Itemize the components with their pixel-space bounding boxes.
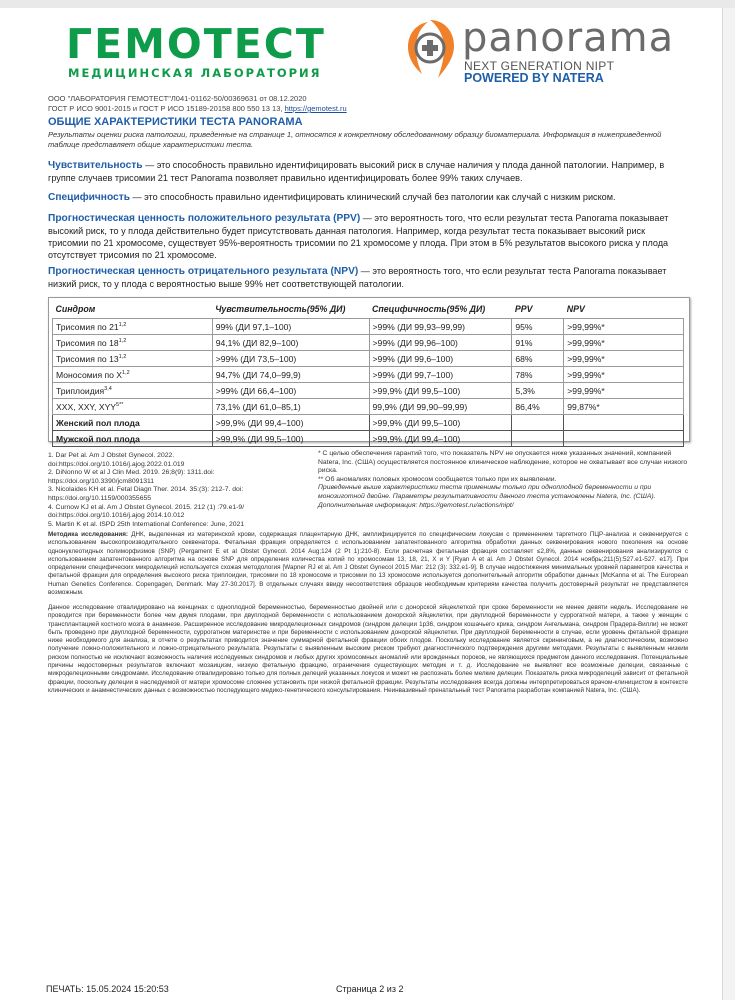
cell-syndrome — [53, 383, 213, 399]
panorama-icon — [404, 18, 456, 80]
definition-specificity — [48, 191, 688, 204]
cell-specificity: >99,9% (ДИ 99,5–100) — [369, 383, 512, 399]
cell-syndrome: Женский пол плода — [53, 415, 213, 431]
gemotest-link[interactable]: https://gemotest.ru — [284, 104, 347, 113]
definition-sensitivity — [48, 159, 688, 184]
cell-npv: 99,87%* — [564, 399, 684, 415]
cell-specificity: >99% (ДИ 99,93–99,99) — [369, 319, 512, 335]
cell-ppv: 68% — [512, 351, 564, 367]
ref-sup: 5** — [116, 401, 124, 408]
note-more-info: Дополнительная информация: https://gemotest.ru/actions/nipt/ — [318, 501, 514, 509]
definition-text: — это вероятность того, что если результат теста Panorama показывает высокий риск, то у плода действительно будет присутствовать данная патология. Например, когда результат теста показывает высокий риск трисомии по 21 хромосоме, существует 95%-вероятность трисомии по 21 хромосоме у плода. При этом в 5% результатов высокого риска у плода отсутствует трисомия по 21 хромосоме. — [48, 213, 669, 260]
limitations-paragraph: Данное исследование отвалидировано на женщинах с одноплодной беременностью, беременностью двойней или с донорской яйцеклеткой при сроке беременности не менее девяти недель. Исследование не проводится при беременности более чем двумя плодами, при двуплодной беременности с использованием донорской яйцеклетки, при двуплодной беременности у суррогатной матери, а также у женщин с трансплантацией костного мозга в анамнезе. Расширенное исследование микроделеционных синдромов (синдром делеции 1p36, синдром кошачьего крика, синдром Ангельмана, синдром Прадера-Вилли) не может быть проведено при двуплодной беременности, суррогатном материнстве и при беременности с использованием донорской яйцеклетки. При двуплодной беременности в случае, если уровень фетальной фракции ниже необходимого для анализа, в отчете о результатах приводится значение суммарной фетальной фракции обоих плодов. Поскольку исследование является скрининговым, а не диагностическим, возможно получение ложно-положительного и ложно-отрицательного результата. Результаты с выявленным высоким риском требуют диагностического подтверждения другими методами. Результаты с выявленным низким риском полностью не исключают возможность наличия исследуемых синдромов и любых других хромосомных аномалий или врожденных пороков, не являющихся предметом данного исследования. Потенциальные причины недостоверных результатов включают мозаицизм, низкую фетальную фракцию, ограничения существующих методик и т. д. Исследование не выявляет все возможные делеции, связанные с микроделеционными синдромами. Исследование отвалидировано только для полных делеций указанных локусов и может не распознать более мелкие делеции. Показатель риска микроделеций зависит от фетальной фракции, поскольку делеции в наследуемой от матери хромосоме сложнее установить при низкой фетальной фракции. Результаты исследования всегда должны интерпретироваться врачом-клиницистом в контексте клинических и анамнестических данных с возможностью последующего медико-генетического консультирования. Неинвазивный пренатальный тест Panorama разработан компанией Natera, Inc. (США). — [48, 604, 688, 694]
cell-sensitivity: >99% (ДИ 73,5–100) — [212, 351, 369, 367]
partner-name: panorama — [462, 15, 675, 61]
panorama-logo — [402, 16, 712, 86]
footnotes — [318, 450, 690, 510]
section-title: ОБЩИЕ ХАРАКТЕРИСТИКИ ТЕСТА PANORAMA — [48, 116, 303, 128]
table-row — [53, 351, 684, 367]
ref-sup: 3,4 — [104, 385, 112, 392]
cell-npv: >99,99%* — [564, 367, 684, 383]
section-intro: Результаты оценки риска патологии, приведенные на странице 1, относятся к конкретному обследованному образцу биоматериала. Информация в нижеприведенной таблице представляет общие характеристики теста. — [48, 130, 662, 149]
cell-sensitivity: >99% (ДИ 66,4–100) — [212, 383, 369, 399]
cell-specificity: >99,9% (ДИ 99,4–100) — [369, 431, 512, 447]
definition-text: — это вероятность того, что если результат теста Panorama показывает низкий риск, то у плода с вероятностью выше 99% нет соответствующей патологии. — [48, 266, 667, 289]
cell-specificity: >99% (ДИ 99,7–100) — [369, 367, 512, 383]
note-sex-chromosomes: ** Об аномалиях половых хромосом сообщается только при их выявлении. — [318, 475, 557, 483]
table-row-sex — [53, 415, 684, 431]
table-row — [53, 319, 684, 335]
reference-item: 3. Nicolaides KH et al. Fetal Diagn Ther. 2014. 35:(3): 212-7. doi: https://doi.org/10.1159/000355655 — [48, 486, 244, 502]
cell-sensitivity: 94,1% (ДИ 82,9–100) — [212, 335, 369, 351]
col-header-syndrome: Синдром — [55, 304, 96, 314]
col-header-ppv: PPV — [514, 304, 533, 314]
table-header-row — [53, 302, 684, 319]
table-row — [53, 335, 684, 351]
cell-sensitivity: 73,1% (ДИ 61,0–85,1) — [212, 399, 369, 415]
org-line-1: ООО "ЛАБОРАТОРИЯ ГЕМОТЕСТ"Л041-01162-50/00369631 от 08.12.2020 — [48, 94, 307, 103]
definition-term: Чувствительность — [48, 160, 143, 171]
partner-tagline: NEXT GENERATION NIPT — [464, 59, 615, 73]
methodology-label: Методика исследования: — [48, 531, 129, 538]
table-row — [53, 383, 684, 399]
viewer-scroll-strip[interactable] — [723, 8, 735, 1000]
cell-ppv: 95% — [512, 319, 564, 335]
ref-sup: 1,2 — [118, 321, 127, 328]
ref-sup: 1,2 — [122, 369, 130, 376]
syndrome-name: Триплоидия — [56, 385, 105, 396]
cell-ppv: 5,3% — [512, 383, 564, 399]
cell-sensitivity: >99,9% (ДИ 99,4–100) — [212, 415, 369, 431]
syndrome-name: XXX, XXY, XYY — [56, 401, 117, 412]
note-applicability: Приведенные выше характеристики теста применимы только при одноплодной беременности и при монозиготной двойне. Параметры результативности данного теста установлены Natera, Inc. (США). — [318, 484, 656, 500]
reference-item: 1. Dar Pet al. Am J Obstet Gynecol. 2022. doi:https://doi.org/10.1016/j.ajog.2022.01.019 — [48, 452, 185, 468]
ref-sup: 1,2 — [118, 353, 127, 360]
reference-item: 4. Curnow KJ et al. Am J Obstet Gynecol. 2015. 212 (1) :79.e1-9/ doi:https://doi.org/10.1016/j.ajog 2014.10.012 — [48, 503, 245, 520]
reference-item: 2. DiNonno W et al J Clin Med. 2019. 26;8(9): 1311.doi: https://doi.org/10.3390/jcm8091311 — [48, 469, 215, 485]
methodology-text: ДНК, выделенная из материнской крови, содержащая плацентарную ДНК, амплифицируется по специфическим локусам с применением таргетного ПЦР-анализа и секвенируется с использованием высокопроизводительного секвенатора. Фетальная фракция определяется с использованием запатентованного алгоритма обработки данных секвенирования нового поколения на основе однонуклеотидных полиморфизмов (SNP) (Pergament E et al Obstet Gynecol. 2014 Aug;124 (2 Pt 1):210-8). Если расчетная фетальная фракция составляет ≤2,8%, данные секвенирования анализируются с использованием запатентованного алгоритма на основе SNP для определения количества копий по хромосомам 13, 18, 21, X и Y [Ryan A et al. Am J Obstet Gynecol. 2014 ноябрь;211(5):527.e1-527. e17]. При определении специфических микроделеций используется схожая методология [Wapner RJ et al. Am J Obstet Gynecol 2015 Mar: 212 (3): 332.e1-9]. В случае недостижения минимальных уровней параметров качества и фетальной фракции для определения высокого риска триплоидии, трисомии по 18 хромосоме и трисомии по 13 хромосоме используется дополнительный алгоритм обработки данных [McKanna et al. The European Human Genetics Conference. Copengagen, Denmark. May 27-30.2017]. В отдельных случаях ввиду несоответствия образцов необходимым критериям качества получить достоверный результат не представляется возможным. — [48, 531, 688, 597]
definition-ppv — [48, 212, 688, 261]
logo-subtitle: МЕДИЦИНСКАЯ ЛАБОРАТОРИЯ — [68, 66, 322, 80]
cell-npv — [564, 431, 684, 447]
reference-item: 5. Martin K et al. ISPD 25th International Conference: June, 2021 — [48, 520, 245, 528]
col-header-npv: NPV — [566, 304, 585, 314]
definition-term: Прогностическая ценность положительного результата (PPV) — [48, 213, 361, 224]
cell-npv: >99,99%* — [564, 383, 684, 399]
definition-text: — это способность правильно идентифицировать высокий риск в случае наличия у плода данной патологии. Например, в группе случаев трисомии 21 тест Panorama позволяет правильно идентифицировать более 99% таких случаев. — [48, 160, 665, 183]
syndrome-name: Моносомия по X — [56, 369, 123, 380]
organization-info — [48, 94, 668, 114]
cell-sensitivity: 99% (ДИ 97,1–100) — [212, 319, 369, 335]
cell-syndrome — [53, 351, 213, 367]
syndrome-name: Трисомия по 21 — [56, 321, 119, 332]
org-line-2-text: ГОСТ Р ИСО 9001-2015 и ГОСТ Р ИСО 15189-20158 800 550 13 13, — [48, 104, 283, 113]
cell-specificity: >99% (ДИ 99,96–100) — [369, 335, 512, 351]
cell-syndrome: Мужской пол плода — [53, 431, 213, 447]
cell-ppv: 86,4% — [512, 399, 564, 415]
cell-syndrome — [53, 319, 213, 335]
definition-npv — [48, 265, 688, 290]
cell-ppv — [512, 431, 564, 447]
definition-text: — это способность правильно идентифицировать клинический случай без патологии как случай с низким риском. — [129, 192, 616, 202]
cell-ppv: 78% — [512, 367, 564, 383]
syndrome-name: Трисомия по 18 — [56, 337, 119, 348]
page-number: Страница 2 из 2 — [336, 984, 404, 994]
partner-powered: POWERED BY NATERA — [464, 71, 604, 85]
cell-syndrome — [53, 335, 213, 351]
ref-sup: 1,2 — [118, 337, 127, 344]
table-row-sex — [53, 431, 684, 447]
cell-ppv — [512, 415, 564, 431]
viewer-top-bar — [0, 0, 735, 8]
cell-syndrome — [53, 367, 213, 383]
cell-npv: >99,99%* — [564, 351, 684, 367]
table-row — [53, 367, 684, 383]
references-list — [48, 452, 310, 529]
definition-term: Специфичность — [48, 192, 130, 203]
col-header-specificity: Специфичность(95% ДИ) — [372, 304, 486, 314]
cell-specificity: >99% (ДИ 99,6–100) — [369, 351, 512, 367]
col-header-sensitivity: Чувствительность(95% ДИ) — [215, 304, 346, 314]
syndrome-name: Трисомия по 13 — [56, 353, 119, 364]
cell-npv: >99,99%* — [564, 319, 684, 335]
note-npv: * С целью обеспечения гарантий того, что показатель NPV не опускается ниже указанных значений, компанией Natera, Inc. (США) осуществляется постоянное клиническое наблюдение, которое не охватывает все случаи низкого риска. — [318, 450, 688, 475]
logo-title: ГЕМОТЕСТ — [66, 20, 326, 68]
methodology-paragraph — [48, 531, 688, 597]
cell-sensitivity: 94,7% (ДИ 74,0–99,9) — [212, 367, 369, 383]
definition-term: Прогностическая ценность отрицательного результата (NPV) — [48, 266, 359, 277]
cell-specificity: >99,9% (ДИ 99,5–100) — [369, 415, 512, 431]
cell-ppv: 91% — [512, 335, 564, 351]
cell-specificity: 99,9% (ДИ 99,90–99,99) — [369, 399, 512, 415]
cell-npv: >99,99%* — [564, 335, 684, 351]
org-line-2 — [48, 104, 668, 114]
print-timestamp: ПЕЧАТЬ: 15.05.2024 15:20:53 — [46, 984, 169, 994]
cell-syndrome — [53, 399, 213, 415]
cell-npv — [564, 415, 684, 431]
cell-sensitivity: >99,9% (ДИ 99,5–100) — [212, 431, 369, 447]
gemotest-logo — [66, 20, 326, 80]
test-characteristics-table — [52, 302, 684, 447]
table-row — [53, 399, 684, 415]
